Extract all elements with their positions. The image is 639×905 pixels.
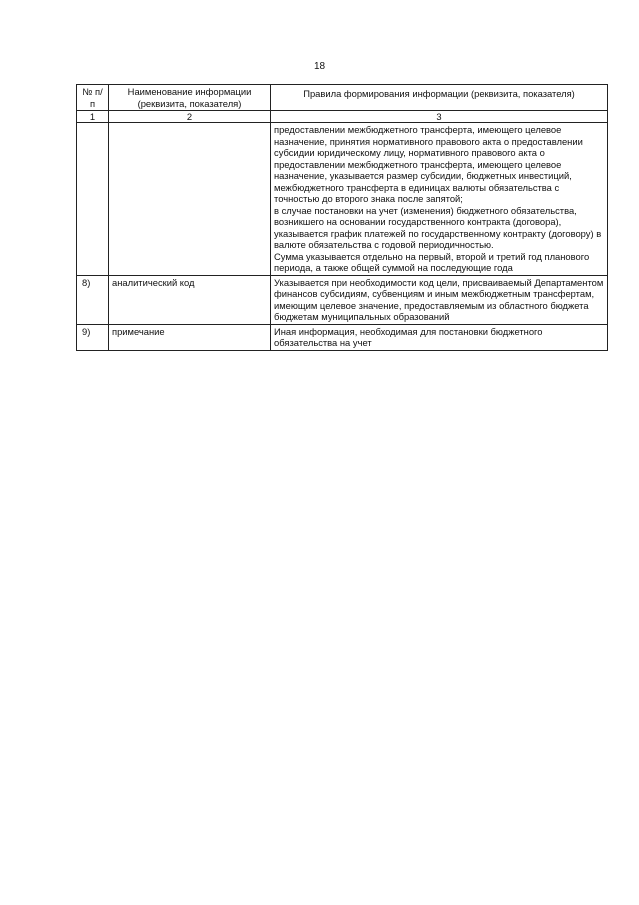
row-rule: Указывается при необходимости код цели, присваиваемый Департаментом финансов субсидиям, субвенциям и иным межбюджетным трансфертам, имеющим целевое значение, предоставляемым из областного бюджета бюджетам муниципальных образований bbox=[271, 275, 608, 324]
rules-table bbox=[76, 84, 608, 351]
rule-paragraph: предоставлении межбюджетного трансферта, имеющего целевое назначение, принятия нормативного правового акта о предоставлении субсидии юридическому лицу, нормативного правового акта о предоставлении межбюджетного трансферта, имеющего целевое назначение, указывается размер субсидии, бюджетных инвестиций, межбюджетного трансферта в единицах валюты обязательства с точностью до второго знака после запятой; bbox=[274, 124, 583, 204]
column-index-3: 3 bbox=[271, 111, 608, 123]
table-header-row bbox=[77, 85, 608, 111]
column-index-row bbox=[77, 111, 608, 123]
column-index-1: 1 bbox=[77, 111, 109, 123]
header-rule: Правила формирования информации (реквизита, показателя) bbox=[271, 85, 608, 111]
row-name bbox=[109, 123, 271, 276]
page-number: 18 bbox=[313, 61, 326, 72]
header-name: Наименование информации (реквизита, показателя) bbox=[109, 85, 271, 111]
table-row bbox=[77, 324, 608, 350]
table-row bbox=[77, 123, 608, 276]
column-index-2: 2 bbox=[109, 111, 271, 123]
table-row bbox=[77, 275, 608, 324]
row-num: 9) bbox=[77, 324, 109, 350]
row-name: аналитический код bbox=[109, 275, 271, 324]
row-rule: Иная информация, необходимая для постановки бюджетного обязательства на учет bbox=[271, 324, 608, 350]
rule-paragraph: в случае постановки на учет (изменения) бюджетного обязательства, возникшего на основании государственного контракта (договора), указывается график платежей по государственному контракту (договору) в валюте обязательства с годовой периодичностью. bbox=[274, 204, 602, 250]
row-num bbox=[77, 123, 109, 276]
row-num: 8) bbox=[77, 275, 109, 324]
header-num: № п/п bbox=[77, 85, 109, 111]
row-name: примечание bbox=[109, 324, 271, 350]
row-rule bbox=[271, 123, 608, 276]
rule-paragraph: Сумма указывается отдельно на первый, второй и третий год планового периода, а также общей суммой на последующие года bbox=[274, 250, 590, 273]
